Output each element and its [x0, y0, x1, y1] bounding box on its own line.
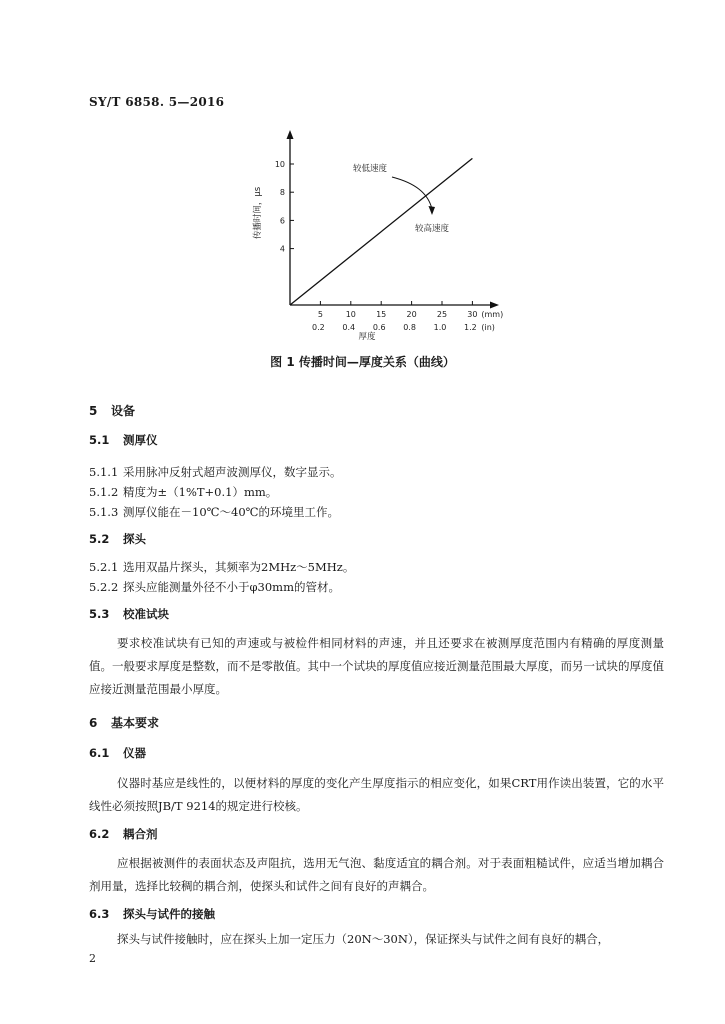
- x-axis-arrow: [490, 302, 499, 309]
- x-unit-in: (in): [481, 323, 495, 332]
- thickness-time-chart: [240, 125, 510, 340]
- section-6-1-heading: [89, 745, 146, 761]
- paragraph-6-1: 仪器时基应是线性的，以便材料的厚度的变化产生厚度指示的相应变化，如果CRT用作读出装置，它的水平线性必须按照JB/T 9214的规定进行校核。: [89, 776, 664, 813]
- clause-5-2-2: [89, 579, 340, 595]
- x-tick-label-in: 1.2: [464, 323, 477, 332]
- section-5-heading: [89, 402, 135, 419]
- section-title: 设备: [111, 404, 136, 418]
- clause-number: 5.2.2: [89, 580, 119, 594]
- y-axis-label: 传播时间，μs: [253, 186, 263, 240]
- figure-caption: 图 1 传播时间—厚度关系（曲线）: [270, 355, 455, 369]
- section-number: 6: [89, 716, 98, 730]
- clause-text: 精度为±（1%T+0.1）mm。: [123, 485, 278, 499]
- annotation-curve-arrow: [392, 177, 432, 209]
- section-title: 基本要求: [111, 716, 160, 730]
- section-5-3-heading: [89, 606, 169, 622]
- annotation-arrowhead: [429, 206, 436, 215]
- clause-5-1-1: [89, 464, 342, 480]
- section-6-heading: [89, 714, 159, 731]
- y-tick-label: 8: [279, 188, 285, 198]
- x-tick-label-in: 0.8: [403, 323, 416, 332]
- clause-text: 采用脉冲反射式超声波测厚仪，数字显示。: [123, 465, 342, 479]
- section-title: 探头: [123, 532, 146, 546]
- x-tick-label-mm: 20: [406, 310, 417, 319]
- x-tick-label-mm: 15: [376, 310, 387, 319]
- y-tick-label: 4: [279, 244, 285, 254]
- x-unit-mm: (mm): [481, 310, 504, 319]
- paragraph-6-2: 应根据被测件的表面状态及声阻抗，选用无气泡、黏度适宜的耦合剂。对于表面粗糙试件，应适当增加耦合剂用量，选择比较稠的耦合剂，使探头和试件之间有良好的声耦合。: [89, 856, 664, 893]
- y-tick-label: 6: [279, 216, 285, 226]
- clause-number: 5.1.1: [89, 465, 119, 479]
- x-axis-label: 厚度: [358, 332, 376, 340]
- clause-text: 探头应能测量外径不小于φ30mm的管材。: [123, 580, 340, 594]
- clause-5-2-1: [89, 559, 354, 575]
- section-number: 5.3: [89, 607, 110, 621]
- x-tick-label-in: 0.4: [342, 323, 356, 332]
- clause-number: 5.1.2: [89, 485, 119, 499]
- section-6-3-heading: [89, 906, 215, 922]
- x-tick-label-mm: 25: [436, 310, 448, 319]
- section-title: 测厚仪: [123, 433, 158, 447]
- y-axis-arrow: [287, 130, 294, 139]
- clause-text: 测厚仪能在－10℃～40℃的环境里工作。: [123, 505, 339, 519]
- paragraph-5-3: 要求校准试块有已知的声速或与被检件相同材料的声速，并且还要求在被测厚度范围内有精确的厚度测量值。一般要求厚度是整数，而不是零散值。其中一个试块的厚度值应接近测量范围最大厚度，而另一试块的厚度值应接近测量范围最小厚度。: [89, 636, 664, 696]
- section-title: 探头与试件的接触: [123, 907, 215, 921]
- clause-number: 5.2.1: [89, 560, 119, 574]
- section-number: 6.2: [89, 827, 110, 841]
- clause-number: 5.1.3: [89, 505, 119, 519]
- section-5-1-heading: [89, 432, 158, 448]
- paragraph-6-3: 探头与试件接触时，应在探头上加一定压力（20N～30N），保证探头与试件之间有良好的耦合，: [117, 932, 610, 946]
- page-number: 2: [89, 952, 96, 965]
- x-tick-label-in: 0.2: [312, 323, 325, 332]
- x-tick-label-mm: 5: [317, 310, 323, 319]
- clause-text: 选用双晶片探头，其频率为2MHz～5MHz。: [123, 560, 355, 574]
- section-title: 仪器: [123, 746, 146, 760]
- section-number: 6.3: [89, 907, 110, 921]
- x-tick-label-in: 0.6: [372, 323, 386, 332]
- x-tick-label-in: 1.0: [433, 323, 447, 332]
- clause-5-1-3: [89, 504, 339, 520]
- section-title: 耦合剂: [123, 827, 158, 841]
- x-tick-label-mm: 30: [467, 310, 478, 319]
- section-title: 校准试块: [123, 607, 169, 621]
- annotation-low-velocity: 较低速度: [353, 164, 388, 174]
- section-5-2-heading: [89, 531, 146, 547]
- standard-code: SY/T 6858. 5—2016: [89, 95, 225, 109]
- section-number: 5.2: [89, 532, 110, 546]
- y-tick-label: 10: [274, 160, 285, 169]
- annotation-high-velocity: 较高速度: [415, 224, 450, 234]
- section-number: 5: [89, 404, 98, 418]
- section-number: 6.1: [89, 746, 110, 760]
- x-tick-label-mm: 10: [345, 310, 356, 319]
- clause-5-1-2: [89, 484, 277, 500]
- section-6-2-heading: [89, 826, 158, 842]
- section-number: 5.1: [89, 433, 110, 447]
